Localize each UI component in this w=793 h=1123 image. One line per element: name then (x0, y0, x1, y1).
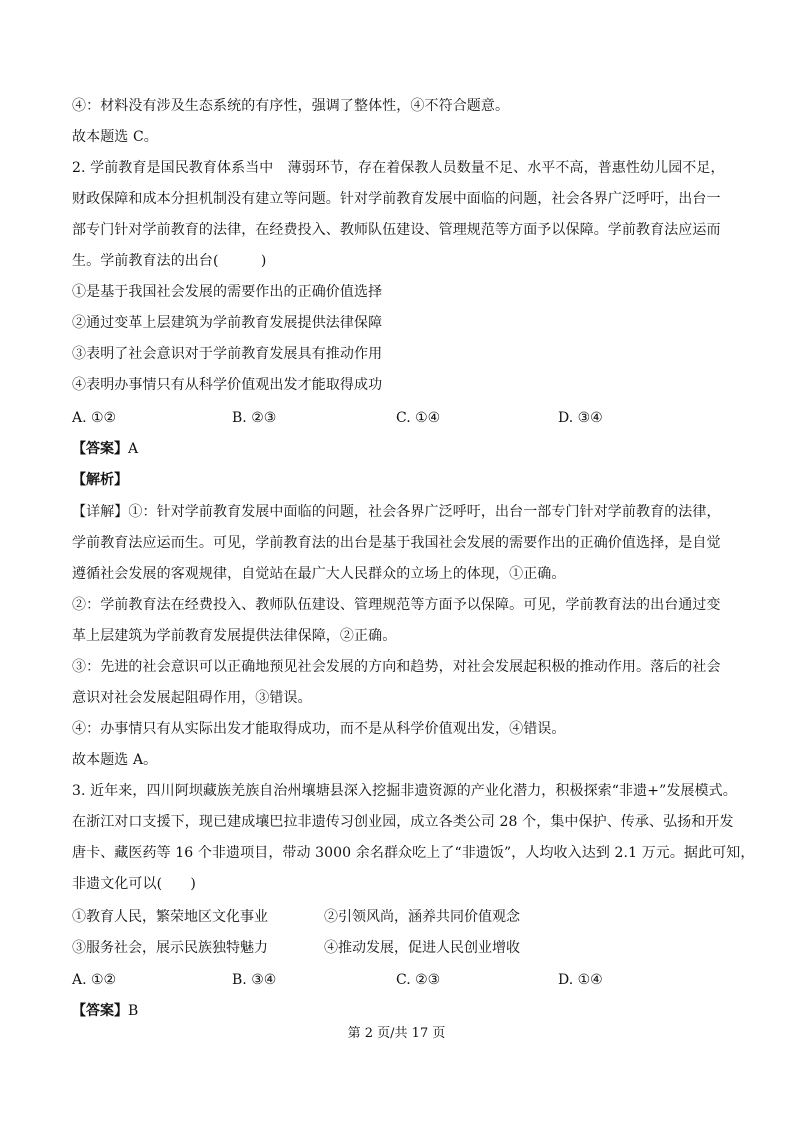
question-2-option-b: B. ②③ (232, 410, 277, 426)
explanation-line: ②：学前教育法在经费投入、教师队伍建设、管理规范等方面予以保障。可见，学前教育法的出台通过变 (72, 597, 721, 613)
explanation-line: ③：先进的社会意识可以正确地预见社会发展的方向和趋势，对社会发展起积极的推动作用。落后的社会 (72, 659, 721, 675)
explanation-line: 学前教育法应运而生。可见，学前教育法的出台是基于我国社会发展的需要作出的正确价值选择，是自觉 (72, 535, 721, 551)
question-3-statement-2: ②引领风尚，涵养共同价值观念 (324, 909, 520, 925)
question-2-statement: ④表明办事情只有从科学价值观出发才能取得成功 (72, 377, 383, 393)
question-2-stem: 生。学前教育法的出台( ) (72, 253, 267, 269)
question-3-option-d: D. ①④ (558, 972, 603, 988)
question-3-option-a: A. ①② (72, 972, 117, 988)
explanation-line: 遵循社会发展的客观规律，自觉站在最广大人民群众的立场上的体现，①正确。 (72, 566, 566, 582)
question-3-option-c: C. ②③ (396, 972, 441, 988)
conclusion-line: 故本题选 A。 (72, 752, 158, 768)
analysis-label: 【解析】 (72, 472, 128, 488)
text-line: ④：材料没有涉及生态系统的有序性，强调了整体性，④不符合题意。 (72, 98, 510, 114)
question-3-stem: 非遗文化可以( ) (72, 876, 196, 892)
question-2-analysis-heading (72, 471, 128, 489)
question-3-answer (72, 1002, 138, 1020)
answer-value: B (128, 1003, 139, 1019)
answer-label: 【答案】 (72, 1003, 128, 1019)
question-3-statement-4: ④推动发展，促进人民创业增收 (324, 940, 520, 956)
question-2-stem: 财政保障和成本分担机制没有建立等问题。针对学前教育发展中面临的问题，社会各界广泛呼吁，出台一 (72, 191, 721, 207)
question-2-statement: ①是基于我国社会发展的需要作出的正确价值选择 (72, 284, 383, 300)
explanation-line: 革上层建筑为学前教育发展提供法律保障，②正确。 (72, 628, 397, 644)
explanation-line: 意识对社会发展起阻碍作用，③错误。 (72, 690, 312, 706)
question-3-stem: 唐卡、藏医药等 16 个非遗项目，带动 3000 余名群众吃上了“非遗饭”，人均收入达到 2.1 万元。据此可知， (72, 845, 755, 861)
question-2-statement: ③表明了社会意识对于学前教育发展具有推动作用 (72, 346, 383, 362)
question-2-option-c: C. ①④ (396, 410, 441, 426)
question-2-stem: 2. 学前教育是国民教育体系当中 薄弱环节，存在着保教人员数量不足、水平不高，普惠性幼儿园不足， (72, 160, 725, 176)
text-line: 故本题选 C。 (72, 129, 158, 145)
question-2-statement: ②通过变革上层建筑为学前教育发展提供法律保障 (72, 315, 383, 331)
question-3-stem: 在浙江对口支援下，现已建成壤巴拉非遗传习创业园，成立各类公司 28 个，集中保护、传承、弘扬和开发 (72, 814, 734, 830)
question-2-answer (72, 440, 138, 458)
explanation-line: 【详解】①：针对学前教育发展中面临的问题，社会各界广泛呼吁，出台一部专门针对学前教育的法律， (72, 504, 721, 520)
question-2-stem: 部专门针对学前教育的法律，在经费投入、教师队伍建设、管理规范等方面予以保障。学前教育法应运而 (72, 222, 721, 238)
question-3-stem: 3. 近年来，四川阿坝藏族羌族自治州壤塘县深入挖掘非遗资源的产业化潜力，积极探索“非遗+”发展模式。 (72, 783, 737, 799)
answer-value: A (128, 441, 139, 457)
question-3-statement-3: ③服务社会，展示民族独特魅力 (72, 940, 268, 956)
question-2-option-d: D. ③④ (558, 410, 603, 426)
question-3-option-b: B. ③④ (232, 972, 277, 988)
question-2-option-a: A. ①② (72, 410, 117, 426)
explanation-line: ④：办事情只有从实际出发才能取得成功，而不是从科学价值观出发，④错误。 (72, 721, 566, 737)
answer-label: 【答案】 (72, 441, 128, 457)
question-3-statement-1: ①教育人民，繁荣地区文化事业 (72, 909, 268, 925)
page-footer: 第 2 页/共 17 页 (347, 1026, 446, 1041)
